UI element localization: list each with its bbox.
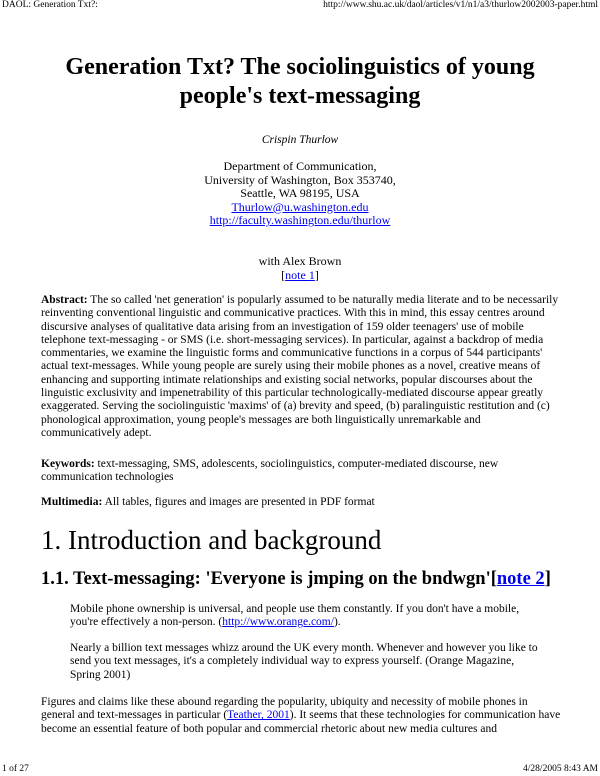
- bracket-close: ]: [544, 569, 551, 589]
- affiliation-block: [0, 160, 600, 228]
- print-header: [0, 0, 600, 11]
- blockquote-2: Nearly a billion text messages whizz around the UK every month. Whenever and however you like to send you text messages, it's a completely individual way to express yourself. (Orange Magazine, Spring 2001): [70, 642, 538, 681]
- abstract-label: Abstract:: [41, 294, 88, 306]
- note-2-link[interactable]: note 2: [496, 569, 545, 589]
- keywords-paragraph: [41, 458, 561, 485]
- teather-citation-link[interactable]: Teather, 2001: [227, 709, 290, 722]
- abstract-paragraph: [41, 294, 561, 440]
- affiliation-city: Seattle, WA 98195, USA: [240, 186, 360, 200]
- section-1-1-heading: [41, 568, 581, 590]
- coauthor-text: with Alex Brown: [258, 254, 342, 268]
- multimedia-text: All tables, figures and images are presented in PDF format: [104, 496, 375, 508]
- abstract-text: The so called 'net generation' is popularly assumed to be naturally media literate and to be necessarily reinventing conventional linguistic and communicative practices. With this in mind, this essay centres around discursive analyses of qualitative data arising from an investigation of 159 older teenagers' use of mobile telephone text-messaging - or SMS (i.e. short-messaging services). In particular, against a backdrop of media commentaries, we examine the linguistic forms and communicative functions in a corpus of 544 participants' actual text-messages. While young people are surely using their mobile phones as a novel, creative means of enhancing and supporting intimate relationships and existing social networks, popular discourses about the linguistic exclusivity and impenetrability of this particular technologically-mediated discourse appear greatly exaggerated. Serving the sociolinguistic 'maxims' of (a) brevity and speed, (b) paralinguistic restitution and (c) phonological approximation, young people's messages are both linguistically unremarkable and communicatively adept.: [41, 294, 559, 439]
- body-1-after: ). It seems that these technologies for communication have become an essential feature of both popular and commercial rhetoric about new media cultures and: [41, 709, 561, 735]
- keywords-label: Keywords:: [41, 458, 95, 470]
- body-1-before: Figures and claims like these abound regarding the popularity, ubiquity and necessity of mobile phones in general and text-messages in particular (: [41, 696, 528, 722]
- author-homepage-link[interactable]: http://faculty.washington.edu/thurlow: [209, 213, 391, 227]
- note-1-link[interactable]: note 1: [285, 267, 315, 282]
- section-1-1-heading-text: 1.1. Text-messaging: 'Everyone is jmping on the bndwgn': [41, 569, 491, 589]
- header-url: http://www.shu.ac.uk/daol/articles/v1/n1/a3/thurlow2002003-paper.html: [323, 0, 598, 10]
- orange-link[interactable]: http://www.orange.com/: [222, 616, 334, 629]
- article-title: Generation Txt? The sociolinguistics of young people's text-messaging: [65, 54, 535, 109]
- section-1-heading: 1. Introduction and background: [41, 525, 382, 555]
- author-name: Crispin Thurlow: [261, 134, 339, 146]
- print-footer: [0, 764, 600, 775]
- footer-timestamp: 4/28/2005 8:43 AM: [523, 764, 598, 774]
- blockquote-1: [70, 603, 540, 630]
- header-page-title: DAOL: Generation Txt?:: [2, 0, 98, 10]
- coauthor-block: with Alex Brown [note 1]: [0, 255, 600, 282]
- bracket-open: [: [490, 569, 497, 589]
- affiliation-university: University of Washington, Box 353740,: [204, 172, 396, 187]
- keywords-text: text-messaging, SMS, adolescents, sociolinguistics, computer-mediated discourse, new communication technologies: [41, 458, 499, 484]
- multimedia-label: Multimedia:: [41, 496, 103, 508]
- author-email-link[interactable]: Thurlow@u.washington.edu: [231, 199, 369, 214]
- affiliation-department: Department of Communication,: [223, 159, 377, 173]
- multimedia-paragraph: [41, 496, 561, 509]
- quote-1-end: ).: [333, 616, 341, 629]
- quote-1-text: Mobile phone ownership is universal, and people use them constantly. If you don't have a mobile, you're effectively a non-person. (: [70, 603, 520, 629]
- footer-page-count: 1 of 27: [2, 764, 29, 774]
- body-paragraph-1: [41, 696, 561, 736]
